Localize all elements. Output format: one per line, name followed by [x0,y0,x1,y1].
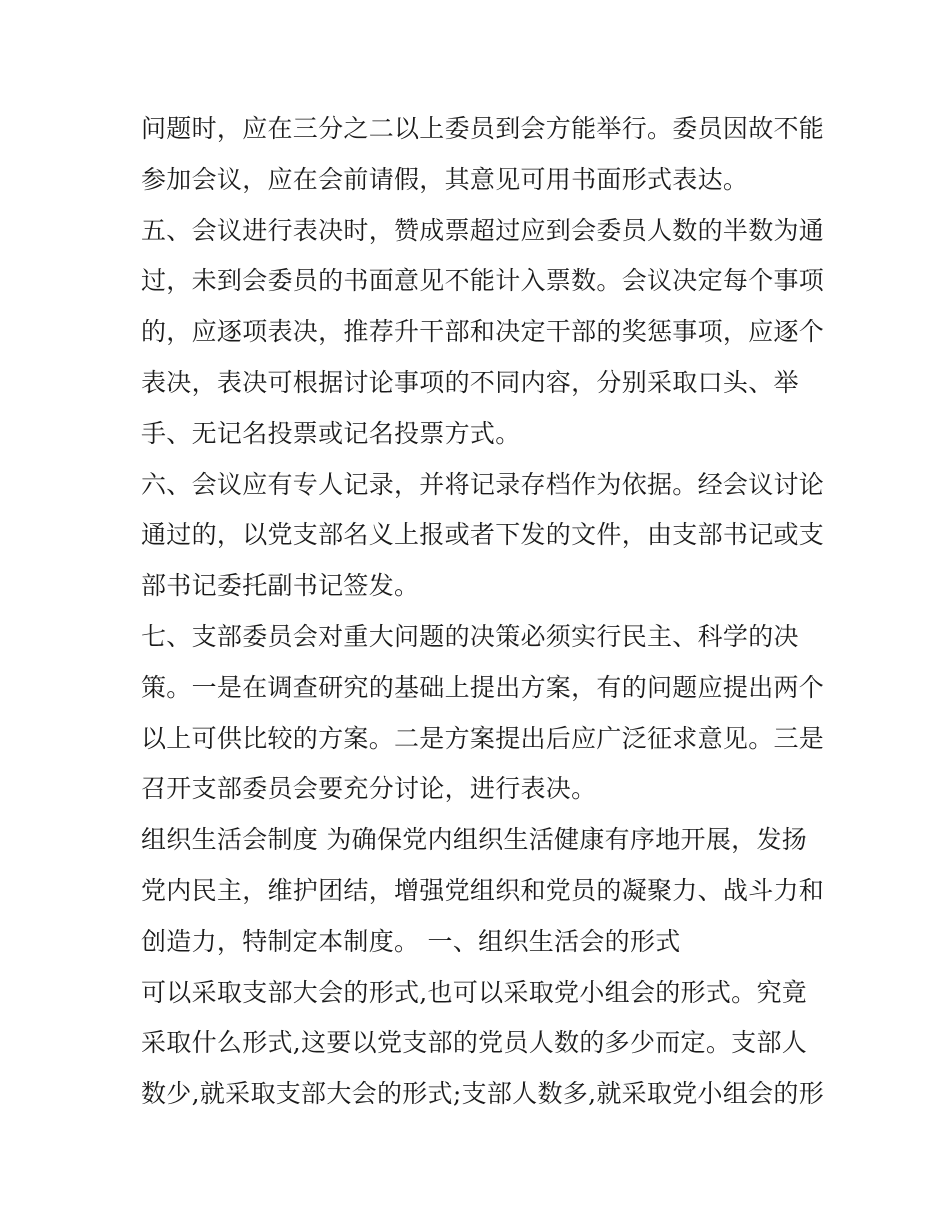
text-line: 可以采取支部大会的形式,也可以采取党小组会的形式。究竟 [141,977,808,1007]
text-line: 党内民主，维护团结，增强党组织和党员的凝聚力、战斗力和 [141,875,825,905]
text-line: 以上可供比较的方案。二是方案提出后应广泛征求意见。三是 [141,723,825,753]
text-line: 的，应逐项表决，推荐升干部和决定干部的奖惩事项，应逐个 [141,317,825,347]
text-line: 六、会议应有专人记录，并将记录存档作为依据。经会议讨论 [141,469,825,499]
text-line: 过，未到会委员的书面意见不能计入票数。会议决定每个事项 [141,266,825,296]
text-line: 数少,就采取支部大会的形式;支部人数多,就采取党小组会的形 [141,1079,825,1109]
text-line: 手、无记名投票或记名投票方式。 [141,418,521,448]
text-line: 参加会议，应在会前请假，其意见可用书面形式表达。 [141,164,749,194]
text-line: 表决，表决可根据讨论事项的不同内容，分别采取口头、举 [141,367,799,397]
text-line: 采取什么形式,这要以党支部的党员人数的多少而定。支部人 [141,1028,808,1058]
text-line: 五、会议进行表决时，赞成票超过应到会委员人数的半数为通 [141,215,825,245]
text-line: 组织生活会制度 为确保党内组织生活健康有序地开展，发扬 [141,825,808,855]
text-line: 通过的，以党支部名义上报或者下发的文件，由支部书记或支 [141,520,825,550]
text-line: 策。一是在调查研究的基础上提出方案，有的问题应提出两个 [141,672,825,702]
text-line: 召开支部委员会要充分讨论，进行表决。 [141,774,597,804]
document-body [141,104,825,1120]
text-line: 创造力，特制定本制度。 一、组织生活会的形式 [141,926,681,956]
text-line: 部书记委托副书记签发。 [141,571,420,601]
text-line: 问题时，应在三分之二以上委员到会方能举行。委员因故不能 [141,114,825,143]
text-line: 七、支部委员会对重大问题的决策必须实行民主、科学的决 [141,621,799,651]
